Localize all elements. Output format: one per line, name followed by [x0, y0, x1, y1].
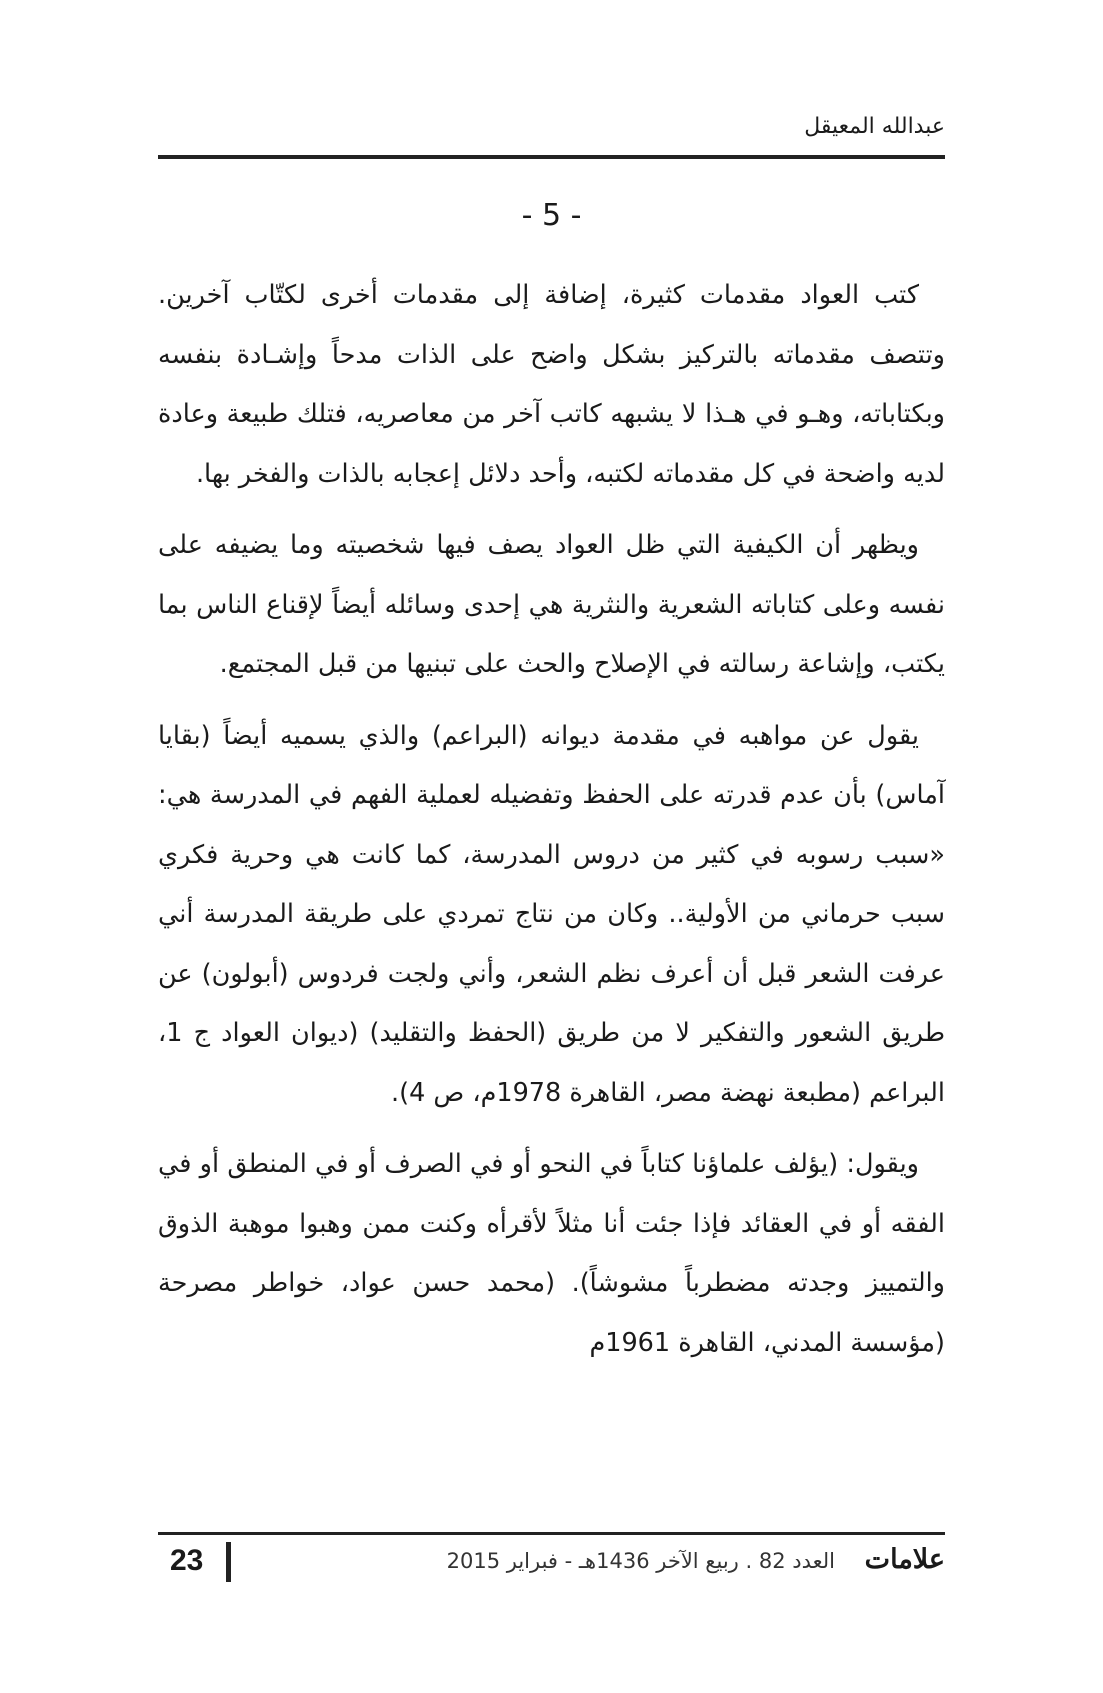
- running-head-author: عبدالله المعيقل: [804, 114, 945, 139]
- page: [158, 0, 945, 1693]
- page-footer: [158, 1540, 945, 1584]
- magazine-logo: علامات: [864, 1544, 945, 1575]
- footer-divider: [226, 1542, 231, 1582]
- paragraph: يقول عن مواهبه في مقدمة ديوانه (البراعم) والذي يسميه أيضاً (بقايا آماس) بأن عدم قدرته على الحفظ وتفضيله لعملية الفهم في المدرسة هي: «سبب رسوبه في كثير من دروس المدرسة، كما كانت هي وحرية فكري سبب حرماني من الأولية.. وكان من نتاج تمردي على طريقة المدرسة أني عرفت الشعر قبل أن أعرف نظم الشعر، وأني ولجت فردوس (أبولون) عن طريق الشعور والتفكير لا من طريق (الحفظ والتقليد) (ديوان العواد ج 1، البراعم (مطبعة نهضة مصر، القاهرة 1978م، ص 4).: [158, 720, 945, 1108]
- issue-info: العدد 82 . ربيع الآخر 1436هـ - فبراير 2015: [446, 1549, 835, 1573]
- paragraph: كتب العواد مقدمات كثيرة، إضافة إلى مقدمات أخرى لكتّاب آخرين. وتتصف مقدماته بالتركيز بشكل واضح على الذات مدحاً وإشـادة بنفسه وبكتاباته، وهـو في هـذا لا يشبهه كاتب آخر من معاصريه، فتلك طبيعة وعادة لديه واضحة في كل مقدماته لكتبه، وأحد دلائل إعجابه بالذات والفخر بها.: [158, 280, 945, 489]
- section-number: - 5 -: [521, 198, 582, 233]
- header-rule: [158, 155, 945, 159]
- footer-rule: [158, 1532, 945, 1535]
- paragraph: ويقول: (يؤلف علماؤنا كتاباً في النحو أو في الصرف أو في المنطق أو في الفقه أو في العقائد فإذا جئت أنا مثلاً لأقرأه وكنت ممن وهبوا موهبة الذوق والتمييز وجدته مضطرباً مشوشاً). (محمد حسن عواد، خواطر مصرحة (مؤسسة المدني، القاهرة 1961م: [158, 1149, 945, 1358]
- paragraph: ويظهر أن الكيفية التي ظل العواد يصف فيها شخصيته وما يضيفه على نفسه وعلى كتاباته الشعرية والنثرية هي إحدى وسائله أيضاً لإقناع الناس بما يكتب، وإشاعة رسالته في الإصلاح والحث على تبنيها من قبل المجتمع.: [158, 530, 945, 679]
- page-number: 23: [170, 1544, 204, 1577]
- article-body: [158, 266, 945, 1385]
